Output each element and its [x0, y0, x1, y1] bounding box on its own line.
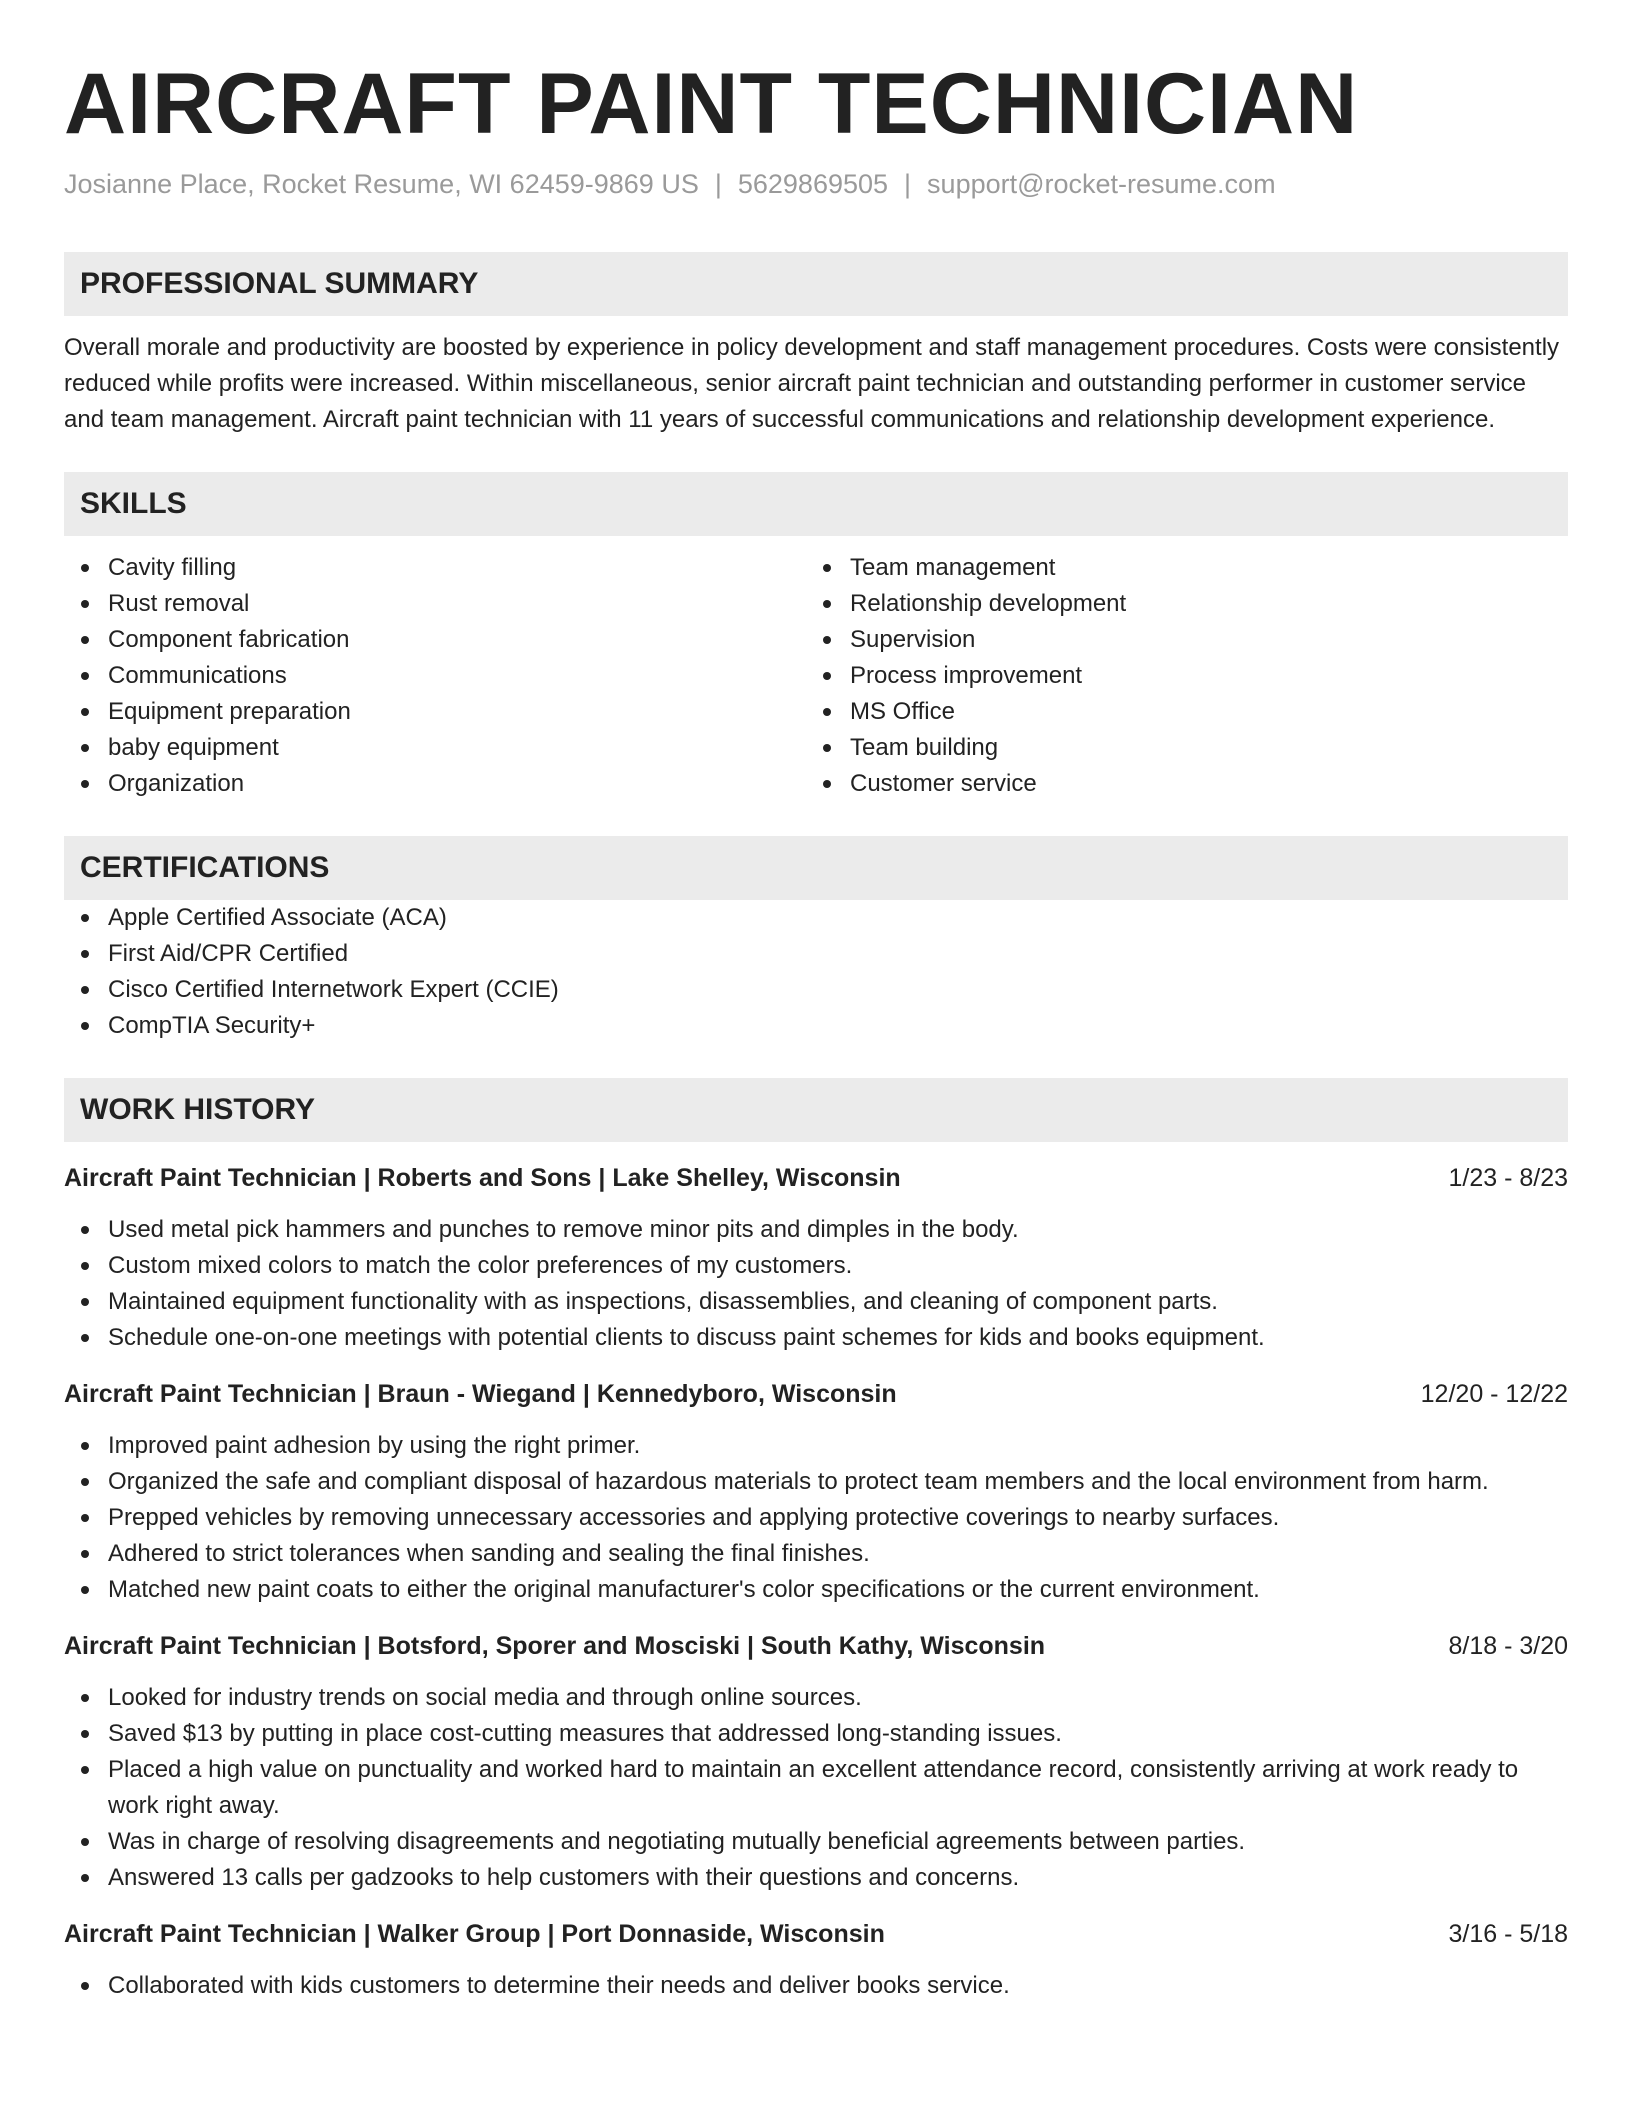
- bullet-icon: [823, 744, 831, 752]
- skill-item: Process improvement: [806, 658, 1548, 694]
- certification-item: Cisco Certified Internetwork Expert (CCIE): [64, 972, 1568, 1008]
- bullet-icon: [81, 1514, 89, 1522]
- bullet-icon: [81, 1442, 89, 1450]
- job-bullets: [64, 1428, 1568, 1608]
- skill-item: baby equipment: [64, 730, 806, 766]
- skills-grid: [64, 550, 1568, 802]
- skill-item: Supervision: [806, 622, 1548, 658]
- summary-text: Overall morale and productivity are boosted by experience in policy development and staff management procedures. Costs were consistently reduced while profits were increased. Within miscellaneous, senior aircraft paint technician and outstanding performer in customer service and team management. Aircraft paint technician with 11 years of successful communications and relationship development experience.: [64, 334, 1560, 433]
- skill-item: Team building: [806, 730, 1548, 766]
- job-dates: 8/18 - 3/20: [1448, 1632, 1568, 1660]
- job-header: [64, 1160, 1568, 1196]
- skills-list-left: [64, 550, 806, 802]
- bullet-icon: [81, 1262, 89, 1270]
- skill-item: Communications: [64, 658, 806, 694]
- skills-list-right: [806, 550, 1548, 802]
- job-entry: [64, 1376, 1568, 1608]
- job-dates: 3/16 - 5/18: [1448, 1920, 1568, 1948]
- skill-item: Customer service: [806, 766, 1548, 802]
- contact-line: [64, 166, 1568, 202]
- bullet-icon: [81, 1982, 89, 1990]
- skill-item: Equipment preparation: [64, 694, 806, 730]
- bullet-icon: [81, 1730, 89, 1738]
- skill-item: Organization: [64, 766, 806, 802]
- bullet-icon: [81, 1334, 89, 1342]
- bullet-icon: [81, 1550, 89, 1558]
- job-title: Aircraft Paint Technician | Walker Group | Port Donnaside, Wisconsin: [64, 1920, 885, 1948]
- bullet-icon: [81, 1694, 89, 1702]
- bullet-icon: [823, 600, 831, 608]
- job-bullet: Used metal pick hammers and punches to remove minor pits and dimples in the body.: [64, 1212, 1568, 1248]
- contact-separator: |: [904, 169, 912, 199]
- contact-phone: 5629869505: [737, 169, 889, 199]
- job-bullets: [64, 1968, 1568, 2004]
- section-heading-certifications: CERTIFICATIONS: [64, 836, 1568, 900]
- resume-page: [64, 0, 1568, 2004]
- contact-address: Josianne Place, Rocket Resume, WI 62459-9869 US: [64, 169, 699, 199]
- bullet-icon: [81, 780, 89, 788]
- skill-item: Relationship development: [806, 586, 1548, 622]
- job-bullets: [64, 1212, 1568, 1356]
- job-bullets: [64, 1680, 1568, 1896]
- job-entry: [64, 1160, 1568, 1356]
- bullet-icon: [823, 672, 831, 680]
- bullet-icon: [81, 950, 89, 958]
- job-bullet: Organized the safe and compliant disposal of hazardous materials to protect team members and the local environment from harm.: [64, 1464, 1568, 1500]
- bullet-icon: [81, 1838, 89, 1846]
- job-bullet: Maintained equipment functionality with as inspections, disassemblies, and cleaning of component parts.: [64, 1284, 1568, 1320]
- contact-email: support@rocket-resume.com: [927, 169, 1276, 199]
- job-bullet: Placed a high value on punctuality and worked hard to maintain an excellent attendance record, consistently arriving at work ready to work right away.: [64, 1752, 1568, 1824]
- skills-column-right: [806, 550, 1548, 802]
- bullet-icon: [81, 1766, 89, 1774]
- bullet-icon: [81, 564, 89, 572]
- job-bullet: Prepped vehicles by removing unnecessary accessories and applying protective coverings to nearby surfaces.: [64, 1500, 1568, 1536]
- section-heading-skills: SKILLS: [64, 472, 1568, 536]
- bullet-icon: [823, 708, 831, 716]
- skill-item: Rust removal: [64, 586, 806, 622]
- certification-item: Apple Certified Associate (ACA): [64, 900, 1568, 936]
- job-bullet: Answered 13 calls per gadzooks to help customers with their questions and concerns.: [64, 1860, 1568, 1896]
- skill-item: Cavity filling: [64, 550, 806, 586]
- bullet-icon: [823, 780, 831, 788]
- skill-item: Team management: [806, 550, 1548, 586]
- contact-separator: |: [714, 169, 722, 199]
- skill-item: MS Office: [806, 694, 1548, 730]
- job-bullet: Saved $13 by putting in place cost-cutting measures that addressed long-standing issues.: [64, 1716, 1568, 1752]
- job-entry: [64, 1628, 1568, 1896]
- job-bullet: Collaborated with kids customers to determine their needs and deliver books service.: [64, 1968, 1568, 2004]
- bullet-icon: [81, 600, 89, 608]
- job-title: Aircraft Paint Technician | Braun - Wiegand | Kennedyboro, Wisconsin: [64, 1380, 897, 1408]
- bullet-icon: [81, 1586, 89, 1594]
- certifications-list: [64, 900, 1568, 1044]
- skill-item: Component fabrication: [64, 622, 806, 658]
- section-heading-summary: PROFESSIONAL SUMMARY: [64, 252, 1568, 316]
- job-bullet: Custom mixed colors to match the color preferences of my customers.: [64, 1248, 1568, 1284]
- bullet-icon: [81, 1022, 89, 1030]
- job-entry: [64, 1916, 1568, 2004]
- job-bullet: Improved paint adhesion by using the right primer.: [64, 1428, 1568, 1464]
- job-header: [64, 1628, 1568, 1664]
- bullet-icon: [81, 914, 89, 922]
- resume-title: AIRCRAFT PAINT TECHNICIAN: [64, 56, 1359, 152]
- job-title: Aircraft Paint Technician | Botsford, Sporer and Mosciski | South Kathy, Wisconsin: [64, 1632, 1046, 1660]
- bullet-icon: [823, 636, 831, 644]
- job-bullet: Schedule one-on-one meetings with potential clients to discuss paint schemes for kids and books equipment.: [64, 1320, 1568, 1356]
- job-dates: 1/23 - 8/23: [1448, 1164, 1568, 1192]
- section-heading-work-history: WORK HISTORY: [64, 1078, 1568, 1142]
- job-bullet: Looked for industry trends on social media and through online sources.: [64, 1680, 1568, 1716]
- bullet-icon: [81, 1478, 89, 1486]
- bullet-icon: [81, 1298, 89, 1306]
- bullet-icon: [823, 564, 831, 572]
- bullet-icon: [81, 636, 89, 644]
- job-dates: 12/20 - 12/22: [1420, 1380, 1568, 1408]
- bullet-icon: [81, 708, 89, 716]
- job-title: Aircraft Paint Technician | Roberts and Sons | Lake Shelley, Wisconsin: [64, 1164, 901, 1192]
- certification-item: CompTIA Security+: [64, 1008, 1568, 1044]
- skills-column-left: [64, 550, 806, 802]
- job-bullet: Adhered to strict tolerances when sanding and sealing the final finishes.: [64, 1536, 1568, 1572]
- job-bullet: Was in charge of resolving disagreements and negotiating mutually beneficial agreements between parties.: [64, 1824, 1568, 1860]
- job-bullet: Matched new paint coats to either the original manufacturer's color specifications or the current environment.: [64, 1572, 1568, 1608]
- bullet-icon: [81, 672, 89, 680]
- bullet-icon: [81, 1226, 89, 1234]
- bullet-icon: [81, 1874, 89, 1882]
- bullet-icon: [81, 986, 89, 994]
- job-header: [64, 1916, 1568, 1952]
- certification-item: First Aid/CPR Certified: [64, 936, 1568, 972]
- job-header: [64, 1376, 1568, 1412]
- bullet-icon: [81, 744, 89, 752]
